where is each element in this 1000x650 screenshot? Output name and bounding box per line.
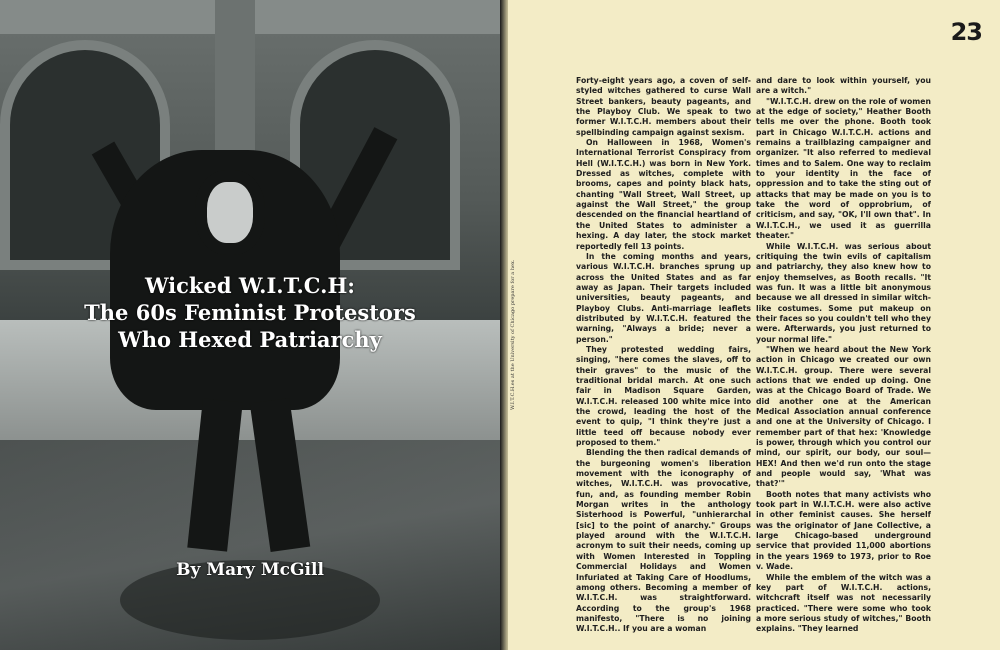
paragraph: While W.I.T.C.H. was serious about critiquing the twin evils of capitalism and patriarchy, they also knew how to enjoy themselves, as Booth recalls. "It was fun. It was a little bit anonymous because we all dressed in similar witch-like costumes. Some put makeup on their faces so you couldn't tell who they were. Afterwards, you just returned to your normal life." (756, 241, 931, 344)
text-column-1 (576, 76, 751, 644)
page-number: 23 (950, 18, 982, 46)
byline: By Mary McGill (176, 560, 324, 580)
article-title (60, 272, 440, 353)
title-line-3: Who Hexed Patriarchy (118, 327, 382, 352)
figure-head (195, 170, 265, 255)
text-column-2 (756, 76, 931, 644)
photo-credit: W.I.T.C.H.es at the University of Chicago prepare for a hex. (510, 259, 516, 410)
article-text-page (508, 0, 1000, 650)
paragraph: On Halloween in 1968, Women's International Terrorist Conspiracy from Hell (W.I.T.C.H.) was born in New York. Dressed as witches, complete with brooms, capes and pointy black hats, chanting "Wall Street, Wall Street, up against the Wall Street," the group descended on the financial heartland of the United States to administer a hexing. A day later, the stock market reportedly fell 13 points. (576, 138, 751, 251)
paragraph: "W.I.T.C.H. drew on the role of women at the edge of society," Heather Booth tells me over the phone. Booth took part in Chicago W.I.T.C.H. actions and remains a trailblazing campaigner and organizer. "It also referred to medieval times and to Salem. One way to reclaim to your identity in the face of oppression and to take the sting out of attacks that may be made on you is to take the word of opprobrium, of criticism, and say, "OK, I'll own that". In W.I.T.C.H., we used it as guerrilla theater." (756, 96, 931, 241)
title-line-2: The 60s Feminist Protestors (84, 300, 416, 325)
paragraph: While the emblem of the witch was a key part of W.I.T.C.H. actions, witchcraft itself was not necessarily practiced. "There were some who took a more serious study of witches," Booth explains. "They learned (756, 572, 931, 634)
paragraph: They protested wedding fairs, singing, "here comes the slaves, off to their graves" to the music of the traditional bridal march. At one such fair in Madison Square Garden, W.I.T.C.H. released 100 white mice into the crowd, leading the host of the event to quip, "I think they're just a little teed off because nobody ever proposed to them." (576, 344, 751, 448)
paragraph: "When we heard about the New York action in Chicago we created our own W.I.T.C.H. group. There were several actions that we ended up doing. One was at the Chicago Board of Trade. We did another one at the American Medical Association annual conference and one at the University of Chicago. I remember part of that hex: 'Knowledge is power, through which you control our mind, our spirit, our body, our soul—HEX! And then we'd run onto the stage and people would say, 'What was that?'" (756, 344, 931, 489)
paragraph: In the coming months and years, various W.I.T.C.H. branches sprung up across the United States and as far away as Japan. Their targets included universities, beauty pageants, and Playboy Clubs. Anti-marriage leaflets distributed by W.I.T.C.H. featured the warning, "Always a bride; never a person." (576, 251, 751, 344)
paragraph: Booth notes that many activists who took part in W.I.T.C.H. were also active in other feminist causes. She herself was the originator of Jane Collective, a large Chicago-based underground service that provided 11,000 abortions in the years 1969 to 1973, prior to Roe v. Wade. (756, 489, 931, 572)
paragraph: and dare to look within yourself, you are a witch." (756, 76, 931, 96)
title-line-1: Wicked W.I.T.C.H: (144, 273, 356, 298)
paragraph: Blending the then radical demands of the burgeoning women's liberation movement with the iconography of witches, W.I.T.C.H. was provocative, fun, and, as founding member Robin Morgan writes in the anthology Sisterhood is Powerful, "unhierarchal [sic] to the point of anarchy." Groups played around with the W.I.T.C.H. acronym to suit their needs, coming up with Women Interested in Toppling Commercial Holidays and Women Infuriated at Taking Care of Hoodlums, among others. Becoming a member of W.I.T.C.H. was straightforward. According to the group's 1968 manifesto, "There is no joining W.I.T.C.H.. If you are a woman (576, 448, 751, 634)
paragraph: Forty-eight years ago, a coven of self-styled witches gathered to curse Wall Street bankers, beauty pageants, and the Playboy Club. We speak to two former W.I.T.C.H. members about their spellbinding campaign against sexism. (576, 76, 751, 137)
